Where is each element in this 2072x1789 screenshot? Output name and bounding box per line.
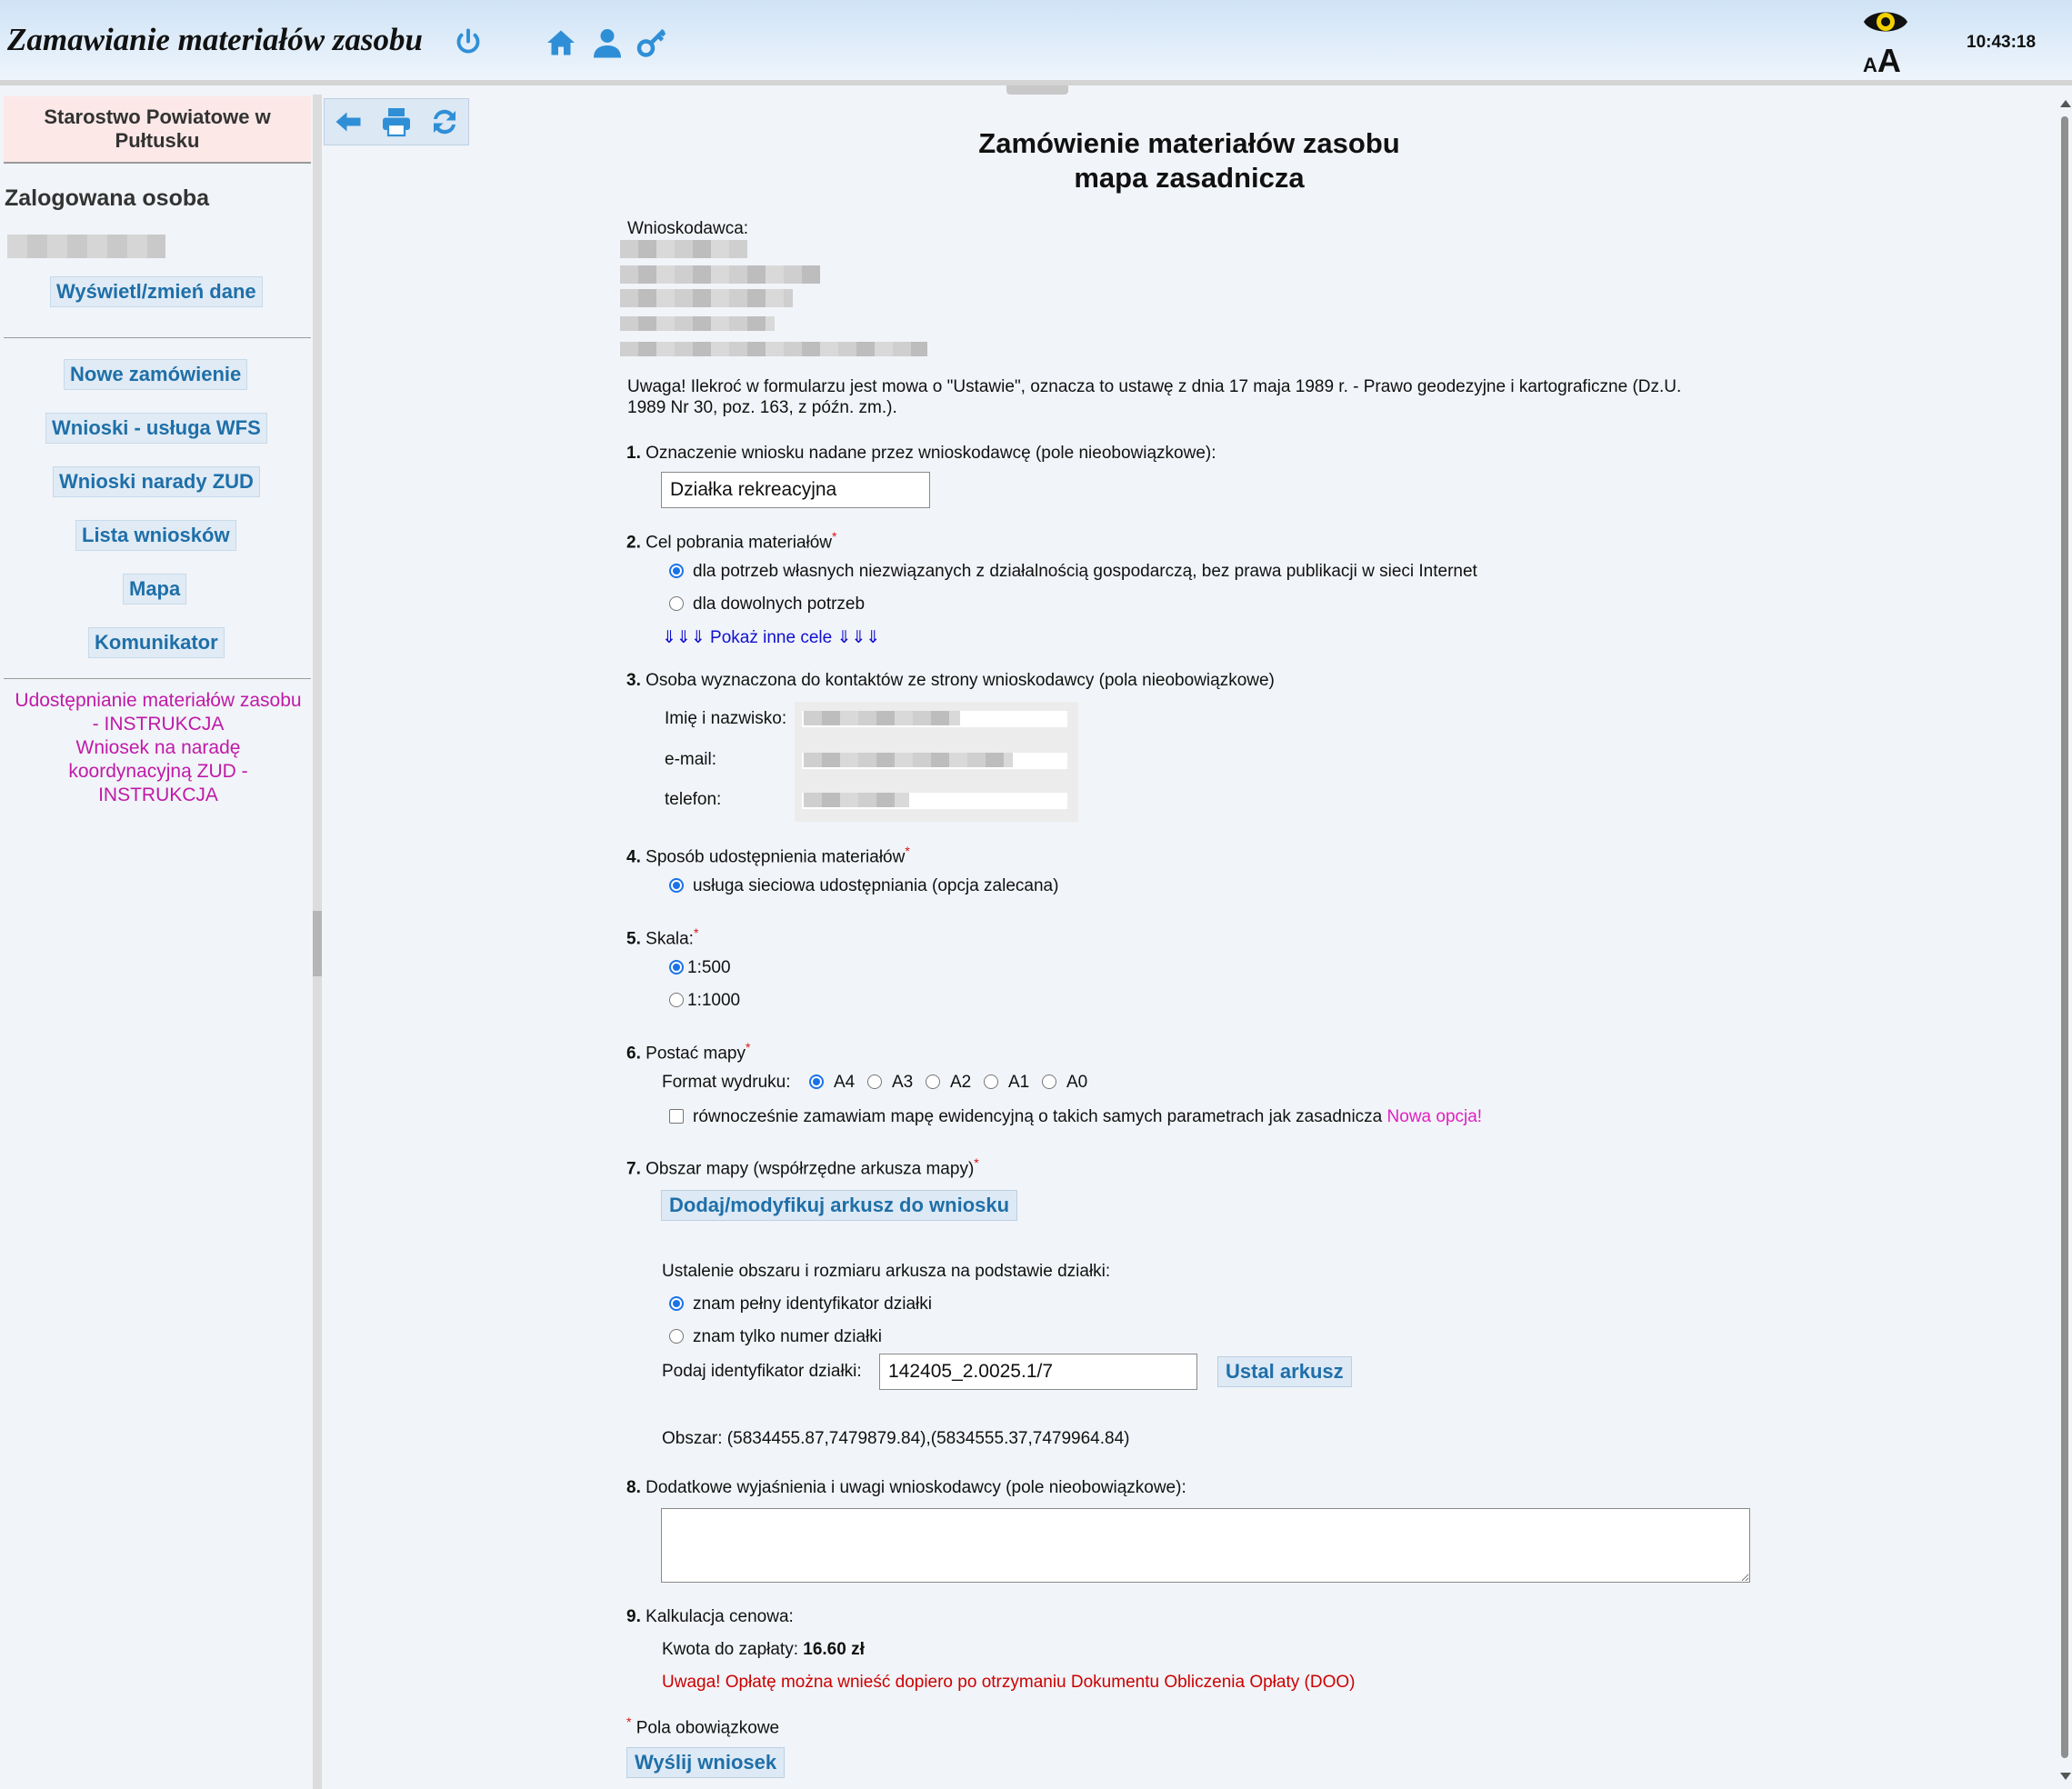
scale-500-label: 1:500 bbox=[687, 958, 731, 977]
contact-name-label: Imię i nazwisko: bbox=[665, 709, 787, 728]
format-a2-label: A2 bbox=[950, 1073, 972, 1092]
law-notice: Uwaga! Ilekroć w formularzu jest mowa o "Ustawie", oznacza to ustawę z dnia 17 maja 1989 r. - Prawo geodezyjne i kartograficzne (Dz.U. bbox=[627, 377, 1682, 396]
applicant-redacted bbox=[620, 342, 927, 356]
contact-email-label: e-mail: bbox=[665, 750, 717, 769]
also-cadastral-map-label: równocześnie zamawiam mapę ewidencyjną o takich samych parametrach jak zasadnicza Nowa opcja! bbox=[693, 1107, 1483, 1126]
clock: 10:43:18 bbox=[1967, 33, 2037, 52]
purpose-any-radio[interactable] bbox=[669, 596, 684, 611]
scroll-up-icon[interactable] bbox=[2060, 100, 2071, 107]
show-more-purposes-link[interactable]: ⇓⇓⇓ Pokaż inne cele ⇓⇓⇓ bbox=[662, 628, 881, 647]
header-collapse-handle[interactable] bbox=[1006, 85, 1068, 95]
format-a1-label: A1 bbox=[1008, 1073, 1030, 1092]
sidebar-item-request-list[interactable]: Lista wniosków bbox=[75, 520, 236, 551]
logged-user-name-redacted bbox=[7, 235, 165, 258]
organization-name: Starostwo Powiatowe w Pułtusku bbox=[4, 96, 311, 164]
parcel-number-only-label: znam tylko numer działki bbox=[693, 1327, 883, 1346]
section-6-label: 6. Postać mapy* bbox=[626, 1040, 751, 1064]
format-a0-label: A0 bbox=[1066, 1073, 1088, 1092]
section-3-label: 3. Osoba wyznaczona do kontaktów ze strony wnioskodawcy (pola nieobowiązkowe) bbox=[626, 671, 1275, 690]
section-4-label: 4. Sposób udostępnienia materiałów* bbox=[626, 844, 910, 867]
purpose-own-label: dla potrzeb własnych niezwiązanych z działalnością gospodarczą, bez prawa publikacji w sieci Internet bbox=[693, 562, 1477, 581]
app-header bbox=[0, 0, 2072, 85]
logout-button[interactable] bbox=[447, 22, 489, 64]
sidebar-divider bbox=[4, 678, 311, 679]
add-modify-sheet-button[interactable]: Dodaj/modyfikuj arkusz do wniosku bbox=[661, 1190, 1017, 1221]
section-1-label: 1. Oznaczenie wniosku nadane przez wnioskodawcę (pole nieobowiązkowe): bbox=[626, 444, 1216, 463]
key-icon bbox=[636, 26, 669, 59]
scale-1000-label: 1:1000 bbox=[687, 991, 741, 1010]
form-subtitle: mapa zasadnicza bbox=[1074, 162, 1305, 194]
delivery-web-service-label: usługa sieciowa udostępniania (opcja zalecana) bbox=[693, 876, 1059, 895]
form-title: Zamówienie materiałów zasobu bbox=[978, 127, 1400, 159]
sidebar-splitter-handle[interactable] bbox=[313, 911, 322, 976]
submit-request-button[interactable]: Wyślij wniosek bbox=[626, 1747, 785, 1778]
sidebar-item-map[interactable]: Mapa bbox=[123, 574, 186, 605]
amount-value: 16.60 zł bbox=[803, 1640, 865, 1659]
applicant-redacted bbox=[620, 289, 793, 307]
sidebar-item-messenger[interactable]: Komunikator bbox=[88, 627, 225, 658]
app-title: Zamawianie materiałów zasobu bbox=[7, 22, 423, 57]
section-5-label: 5. Skala:* bbox=[626, 925, 699, 949]
section-2-label: 2. Cel pobrania materiałów* bbox=[626, 529, 837, 553]
law-notice-cont: 1989 Nr 30, poz. 163, z późn. zm.). bbox=[627, 398, 897, 417]
format-a3-label: A3 bbox=[892, 1073, 914, 1092]
purpose-own-radio[interactable] bbox=[669, 564, 684, 578]
sidebar-item-wfs-requests[interactable]: Wnioski - usługa WFS bbox=[45, 413, 267, 444]
amount-to-pay: Kwota do zapłaty: 16.60 zł bbox=[662, 1640, 865, 1659]
section-7-label: 7. Obszar mapy (współrzędne arkusza mapy)* bbox=[626, 1155, 979, 1179]
instruction-link-zud[interactable]: Wniosek na naradę koordynacyjną ZUD - INSTRUKCJA bbox=[68, 737, 248, 805]
instruction-link-resources[interactable]: Udostępnianie materiałów zasobu - INSTRUKCJA bbox=[15, 690, 302, 735]
section-9-label: 9. Kalkulacja cenowa: bbox=[626, 1607, 794, 1626]
request-designation-input[interactable] bbox=[661, 472, 930, 508]
print-format-label: Format wydruku: bbox=[662, 1073, 791, 1092]
font-size-toggle[interactable]: AA bbox=[1863, 42, 1901, 79]
power-icon bbox=[452, 26, 485, 59]
sheet-basis-label: Ustalenie obszaru i rozmiaru arkusza na podstawie działki: bbox=[662, 1262, 1111, 1281]
sidebar-item-zud-requests[interactable]: Wnioski narady ZUD bbox=[53, 466, 260, 497]
contact-email-redacted bbox=[804, 753, 1013, 767]
home-button[interactable] bbox=[540, 22, 582, 64]
required-fields-note: * Pola obowiązkowe bbox=[626, 1714, 780, 1738]
purpose-any-label: dla dowolnych potrzeb bbox=[693, 595, 866, 614]
view-edit-data-link[interactable]: Wyświetl/zmień dane bbox=[50, 276, 263, 307]
sidebar-divider bbox=[4, 337, 311, 338]
parcel-id-label: Podaj identyfikator działki: bbox=[662, 1362, 862, 1381]
user-icon bbox=[591, 26, 624, 59]
contact-name-redacted bbox=[804, 711, 960, 725]
main-scrollbar[interactable] bbox=[2058, 95, 2072, 1789]
section-8-label: 8. Dodatkowe wyjaśnienia i uwagi wnioskodawcy (pole nieobowiązkowe): bbox=[626, 1478, 1186, 1497]
home-icon bbox=[545, 26, 577, 59]
eye-icon[interactable] bbox=[1862, 4, 1909, 40]
sheet-area-coordinates: Obszar: (5834455.87,7479879.84),(5834555.37,7479964.84) bbox=[662, 1429, 1130, 1448]
sidebar bbox=[0, 95, 314, 1789]
change-password-button[interactable] bbox=[632, 22, 674, 64]
format-a4-label: A4 bbox=[834, 1073, 856, 1092]
full-parcel-id-label: znam pełny identyfikator działki bbox=[693, 1294, 932, 1314]
instructions-links bbox=[4, 689, 313, 807]
contact-phone-redacted bbox=[804, 793, 909, 807]
applicant-label: Wnioskodawca: bbox=[627, 219, 749, 238]
new-option-badge: Nowa opcja! bbox=[1386, 1107, 1483, 1126]
scroll-down-icon[interactable] bbox=[2060, 1773, 2071, 1780]
user-profile-button[interactable] bbox=[586, 22, 628, 64]
payment-warning: Uwaga! Opłatę można wnieść dopiero po otrzymaniu Dokumentu Obliczenia Opłaty (DOO) bbox=[662, 1673, 1356, 1692]
scrollbar-thumb[interactable] bbox=[2061, 116, 2068, 1758]
set-sheet-button[interactable]: Ustal arkusz bbox=[1217, 1356, 1352, 1387]
logged-user-label: Zalogowana osoba bbox=[5, 185, 210, 211]
applicant-redacted bbox=[620, 316, 775, 331]
applicant-redacted bbox=[620, 240, 747, 258]
applicant-redacted bbox=[620, 265, 820, 284]
contact-phone-label: telefon: bbox=[665, 790, 722, 809]
sidebar-item-new-order[interactable]: Nowe zamówienie bbox=[64, 359, 247, 390]
additional-notes-textarea[interactable] bbox=[661, 1508, 1750, 1583]
